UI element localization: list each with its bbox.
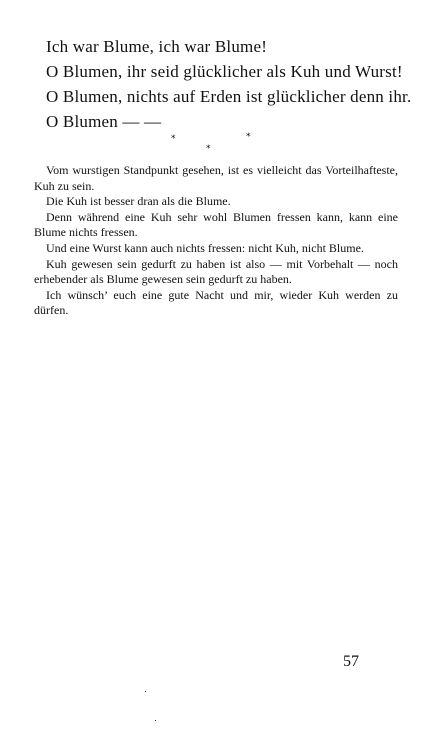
asterism-star: * [246,132,251,142]
poem-line: O Blumen, nichts auf Erden ist glücklicher denn ihr. [46,87,412,106]
page-number: 57 [343,653,359,670]
prose-paragraph: Ich wünsch’ euch eine gute Nacht und mir, wieder Kuh werden zu dürfen. [34,287,398,318]
prose-paragraph: Denn während eine Kuh sehr wohl Blumen fressen kann, kann eine Blume nichts fressen. [34,209,398,240]
prose-paragraph: Und eine Wurst kann auch nichts fressen: nicht Kuh, nicht Blume. [46,240,364,255]
prose-paragraph: Kuh gewesen sein gedurft zu haben ist also — mit Vorbehalt — noch erhebender als Blume gewesen sein gedurft zu haben. [34,256,398,287]
section-separator [0,0,429,160]
prose-text [34,163,398,319]
prose-paragraph: Vom wurstigen Standpunkt gesehen, ist es vielleicht das Vorteilhafteste, Kuh zu sein. [34,163,398,193]
prose-paragraph: Die Kuh ist besser dran als die Blume. [46,194,231,209]
print-speck [155,720,156,721]
poem-line: O Blumen, ihr seid glücklicher als Kuh und Wurst! [46,62,403,81]
poem-line: Ich war Blume, ich war Blume! [46,37,268,56]
asterism-star: * [206,144,211,154]
poem-line: O Blumen — — [46,112,162,131]
asterism-star: * [171,134,176,144]
print-speck [145,691,146,692]
